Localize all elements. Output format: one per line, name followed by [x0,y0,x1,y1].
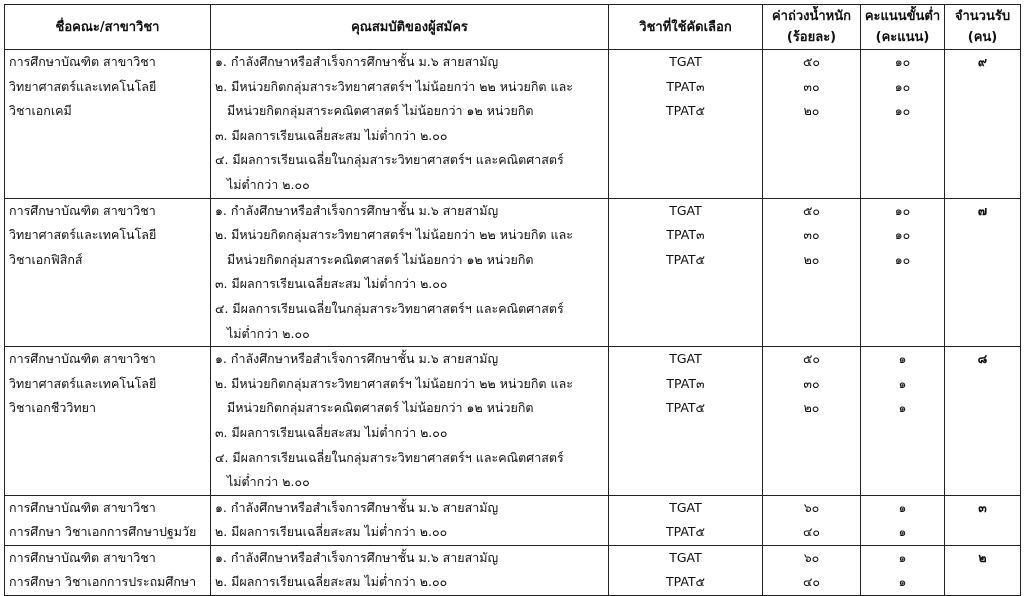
weights-cell [763,545,861,595]
qualification-line: ๑. กำลังศึกษาหรือสำเร็จการศึกษาชั้น ม.๖ สายสามัญ [215,202,499,218]
seats-value: ๓ [978,499,987,515]
minimum-value: ๑๐ [894,54,911,69]
subject-value: TPAT๓ [666,375,705,391]
weight-value: ๓๐ [803,227,820,243]
weight-value: ๓๐ [803,78,820,94]
minimum-value: ๑ [898,351,907,367]
subject-value: TPAT๓ [666,227,705,243]
subjects-cell [609,347,763,496]
program-line: การศึกษา วิชาเอกการประถมศึกษา [9,574,197,590]
qualifications-cell [211,198,609,347]
header-minimum [861,5,945,50]
qualifications-cell [211,50,609,199]
subject-value: TGAT [669,499,702,515]
weight-value: ๕๐ [802,351,821,367]
qualification-line: ๒. มีหน่วยกิตกลุ่มสาระวิทยาศาสตร์ฯ ไม่น้อยกว่า ๒๒ หน่วยกิต และ [215,375,573,391]
subject-value: TPAT๕ [665,574,706,590]
qualification-line: มีหน่วยกิตกลุ่มสาระคณิตศาสตร์ ไม่น้อยกว่า ๑๒ หน่วยกิต [227,103,534,119]
qualifications-cell [211,347,609,496]
qualification-line: ไม่ต่ำกว่า ๒.๐๐ [227,474,310,490]
minimum-value: ๑ [898,524,907,540]
qualification-line: ๓. มีผลการเรียนเฉลี่ยสะสม ไม่ต่ำกว่า ๒.๐๐ [215,424,448,440]
minimums-cell [861,545,945,595]
weight-value: ๒๐ [803,103,820,119]
weights-cell [763,495,861,545]
qualification-line: ไม่ต่ำกว่า ๒.๐๐ [227,325,310,341]
subject-value: TPAT๓ [666,78,705,94]
header-minimum-line2: (คะแนน) [875,30,930,45]
weight-value: ๔๐ [802,524,821,540]
header-minimum-line1: คะแนนขั้นต่ำ [864,9,941,24]
qualification-line: มีหน่วยกิตกลุ่มสาระคณิตศาสตร์ ไม่น้อยกว่า ๑๒ หน่วยกิต [227,400,534,416]
header-subjects: วิชาที่ใช้คัดเลือก [609,5,763,50]
seats-cell [945,198,1021,347]
subject-value: TPAT๕ [665,103,706,119]
subject-value: TPAT๕ [665,524,706,540]
table-row [5,198,1021,347]
weight-value: ๕๐ [802,54,821,69]
header-seats [945,5,1021,50]
seats-value: ๙ [977,54,988,69]
weight-value: ๓๐ [803,375,820,391]
qualification-line: ๓. มีผลการเรียนเฉลี่ยสะสม ไม่ต่ำกว่า ๒.๐๐ [215,127,448,143]
program-cell [5,50,211,199]
subject-value: TGAT [669,202,702,218]
header-weight-line2: (ร้อยละ) [786,30,837,45]
qualification-line: ๒. มีผลการเรียนเฉลี่ยสะสม ไม่ต่ำกว่า ๒.๐๐ [215,524,448,540]
table-row [5,495,1021,545]
header-row [5,5,1021,50]
qualification-line: ๔. มีผลการเรียนเฉลี่ยในกลุ่มสาระวิทยาศาสตร์ฯ และคณิตศาสตร์ [215,152,564,168]
subject-value: TPAT๕ [665,251,706,267]
program-line: การศึกษาบัณฑิต สาขาวิชา [9,202,156,218]
header-program: ชื่อคณะ/สาขาวิชา [5,5,211,50]
minimums-cell [861,495,945,545]
minimum-value: ๑ [898,375,907,391]
program-cell [5,347,211,496]
minimum-value: ๑ [898,499,907,515]
seats-cell [945,545,1021,595]
minimums-cell [861,50,945,199]
qualification-line: ๑. กำลังศึกษาหรือสำเร็จการศึกษาชั้น ม.๖ สายสามัญ [215,549,499,565]
weights-cell [763,50,861,199]
program-line: การศึกษาบัณฑิต สาขาวิชา [9,54,156,69]
minimum-value: ๑ [898,400,907,416]
subjects-cell [609,198,763,347]
weight-value: ๖๐ [803,549,820,565]
minimum-value: ๑๐ [894,227,911,243]
qualification-line: ๑. กำลังศึกษาหรือสำเร็จการศึกษาชั้น ม.๖ สายสามัญ [215,351,499,367]
minimum-value: ๑ [898,549,907,565]
table-row [5,50,1021,199]
minimum-value: ๑๐ [894,78,911,94]
weights-cell [763,347,861,496]
weight-value: ๖๐ [803,499,820,515]
qualification-line: ๑. กำลังศึกษาหรือสำเร็จการศึกษาชั้น ม.๖ สายสามัญ [215,54,499,69]
program-line: วิชาเอกเคมี [9,103,72,119]
seats-value: ๗ [977,202,988,218]
table-row [5,545,1021,595]
qualification-line: ๒. มีหน่วยกิตกลุ่มสาระวิทยาศาสตร์ฯ ไม่น้อยกว่า ๒๒ หน่วยกิต และ [215,227,573,243]
header-seats-line1: จำนวนรับ [954,9,1011,24]
qualification-line: มีหน่วยกิตกลุ่มสาระคณิตศาสตร์ ไม่น้อยกว่า ๑๒ หน่วยกิต [227,251,534,267]
minimums-cell [861,198,945,347]
header-qualifications: คุณสมบัติของผู้สมัคร [211,5,609,50]
weight-value: ๔๐ [802,574,821,590]
qualification-line: ๔. มีผลการเรียนเฉลี่ยในกลุ่มสาระวิทยาศาสตร์ฯ และคณิตศาสตร์ [215,300,564,316]
program-cell [5,198,211,347]
minimums-cell [861,347,945,496]
program-line: วิชาเอกฟิสิกส์ [9,251,83,267]
qualification-line: ๒. มีหน่วยกิตกลุ่มสาระวิทยาศาสตร์ฯ ไม่น้อยกว่า ๒๒ หน่วยกิต และ [215,78,573,94]
program-line: วิทยาศาสตร์และเทคโนโลยี [9,227,157,243]
program-line: การศึกษาบัณฑิต สาขาวิชา [9,549,156,565]
weight-value: ๒๐ [803,400,820,416]
seats-cell [945,347,1021,496]
weights-cell [763,198,861,347]
subject-value: TPAT๕ [665,400,706,416]
program-line: วิชาเอกชีววิทยา [9,400,96,416]
seats-value: ๘ [977,351,988,367]
seats-cell [945,50,1021,199]
subject-value: TGAT [669,549,702,565]
seats-value: ๒ [978,549,987,565]
program-line: การศึกษาบัณฑิต สาขาวิชา [9,351,156,367]
header-weight-line1: ค่าถ่วงน้ำหนัก [771,9,852,24]
qualifications-cell [211,545,609,595]
qualification-line: ไม่ต่ำกว่า ๒.๐๐ [227,176,310,192]
seats-cell [945,495,1021,545]
minimum-value: ๑๐ [894,103,911,119]
subject-value: TGAT [669,54,702,69]
subject-value: TGAT [669,351,702,367]
program-line: วิทยาศาสตร์และเทคโนโลยี [9,375,157,391]
program-line: วิทยาศาสตร์และเทคโนโลยี [9,78,157,94]
qualification-line: ๔. มีผลการเรียนเฉลี่ยในกลุ่มสาระวิทยาศาสตร์ฯ และคณิตศาสตร์ [215,449,564,465]
qualification-line: ๑. กำลังศึกษาหรือสำเร็จการศึกษาชั้น ม.๖ สายสามัญ [215,499,499,515]
qualification-line: ๒. มีผลการเรียนเฉลี่ยสะสม ไม่ต่ำกว่า ๒.๐๐ [215,574,448,590]
weight-value: ๒๐ [803,251,820,267]
admission-table [4,4,1021,596]
header-seats-line2: (คน) [967,30,998,45]
qualification-line: ๓. มีผลการเรียนเฉลี่ยสะสม ไม่ต่ำกว่า ๒.๐๐ [215,276,448,292]
weight-value: ๕๐ [802,202,821,218]
qualifications-cell [211,495,609,545]
minimum-value: ๑ [898,574,907,590]
minimum-value: ๑๐ [894,202,911,218]
program-line: การศึกษา วิชาเอกการศึกษาปฐมวัย [9,524,197,540]
subjects-cell [609,50,763,199]
header-weight [763,5,861,50]
subjects-cell [609,495,763,545]
program-cell [5,545,211,595]
table-row [5,347,1021,496]
program-cell [5,495,211,545]
minimum-value: ๑๐ [894,251,911,267]
subjects-cell [609,545,763,595]
program-line: การศึกษาบัณฑิต สาขาวิชา [9,499,156,515]
